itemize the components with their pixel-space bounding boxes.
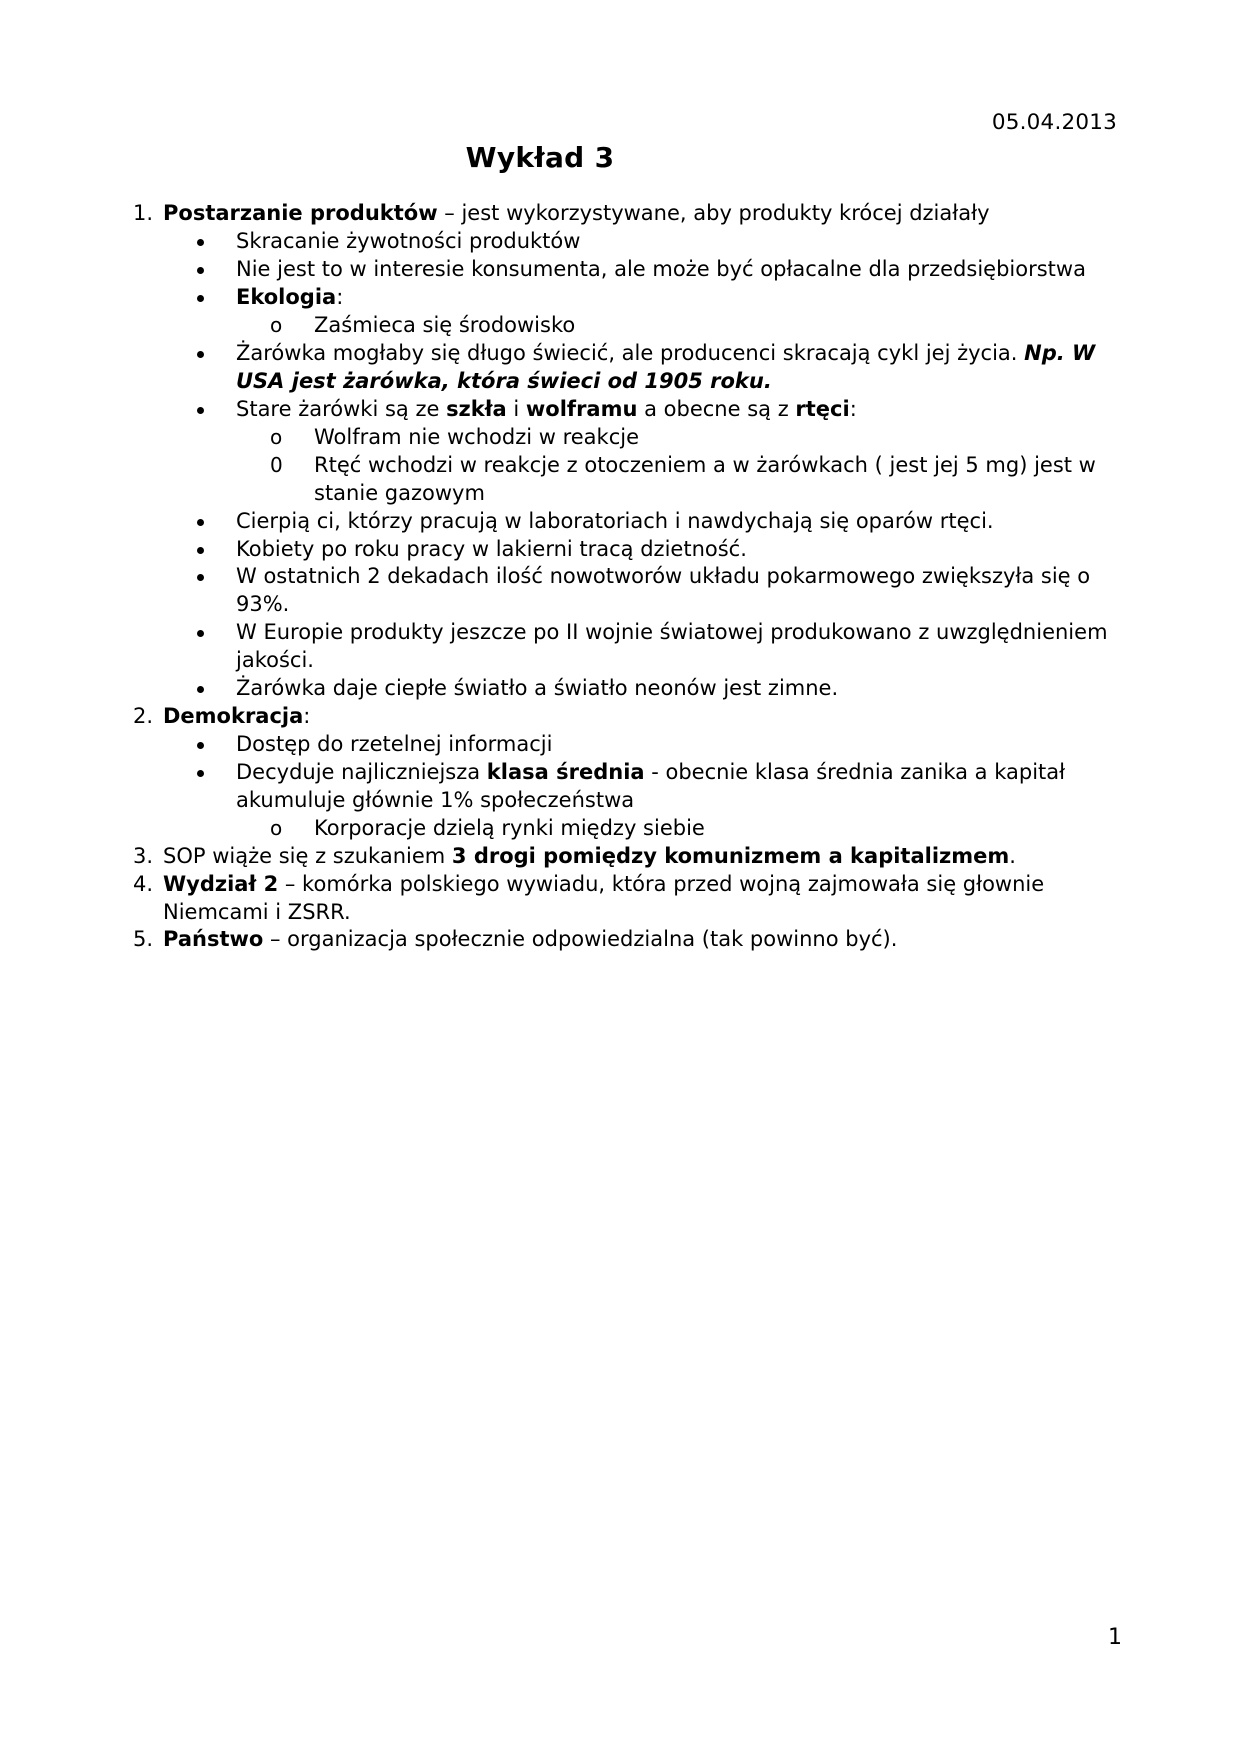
list-item	[163, 396, 1125, 508]
bullet-icon	[197, 686, 204, 693]
list-item-text: Żarówka mogłaby się długo świecić, ale producenci skracają cykl jej życia.	[236, 341, 1025, 366]
list-item-text: W Europie produkty jeszcze po II wojnie światowej produkowano z uwzględnieniem jakości.	[236, 620, 1108, 673]
list-item-text: a obecne są z	[637, 396, 796, 421]
list-item-lead: Postarzanie produktów	[163, 201, 438, 226]
page-title: Wykład 3	[465, 140, 615, 174]
list-item-text: Skracanie żywotności produktów	[236, 229, 581, 254]
list-item-emphasis: klasa średnia	[486, 759, 645, 784]
list-item-text: Cierpią ci, którzy pracują w laboratoriach i nawdychają się oparów rtęci.	[236, 508, 994, 533]
list-item	[163, 563, 1125, 619]
sub-sub-list	[236, 815, 1125, 843]
bullet-icon	[197, 742, 204, 749]
list-item-emphasis: Np. W USA jest żarówka, która świeci od 1905 roku.	[236, 341, 1096, 393]
list-item-text: Kobiety po roku pracy w lakierni tracą dzietność.	[236, 536, 747, 561]
list-item-number: 5.	[132, 927, 153, 952]
list-item	[236, 424, 1125, 452]
bullet-icon	[197, 407, 204, 414]
list-item-text: Korporacje dzielą rynki między siebie	[314, 815, 705, 840]
list-item-text: .	[1009, 843, 1016, 868]
list-item-text: Decyduje najliczniejsza	[236, 759, 487, 784]
list-item	[163, 340, 1125, 396]
outline-list	[115, 200, 1125, 954]
list-item	[115, 871, 1125, 927]
list-item-emphasis: 3 drogi pomiędzy komunizmem a kapitalizmem	[451, 843, 1010, 868]
bullet-icon	[197, 630, 204, 637]
document-date: 05.04.2013	[991, 110, 1117, 135]
list-item	[115, 703, 1125, 843]
list-item-text: – komórka polskiego wywiadu, która przed wojną zajmowała się głownie Niemcami i ZSRR.	[163, 871, 1045, 924]
circle-bullet-icon: o	[270, 313, 283, 338]
list-item	[163, 256, 1125, 284]
list-item-text: Żarówka daje ciepłe światło a światło neonów jest zimne.	[236, 676, 839, 701]
list-item	[236, 452, 1125, 508]
list-item	[163, 675, 1125, 703]
list-item	[163, 536, 1125, 564]
list-item	[163, 284, 1125, 340]
list-item-lead: Demokracja	[163, 704, 304, 729]
list-item	[115, 926, 1125, 954]
bullet-icon	[197, 267, 204, 274]
list-item-lead: Ekologia	[236, 285, 337, 310]
list-item	[163, 228, 1125, 256]
list-item-text: W ostatnich 2 dekadach ilość nowotworów układu pokarmowego zwiększyła się o 93%.	[236, 564, 1091, 617]
list-item	[163, 759, 1125, 843]
list-item	[115, 843, 1125, 871]
circle-bullet-icon: o	[270, 424, 283, 449]
sub-list	[163, 228, 1125, 703]
list-item-text: Nie jest to w interesie konsumenta, ale może być opłacalne dla przedsiębiorstwa	[236, 257, 1086, 282]
page-number: 1	[1108, 1625, 1122, 1650]
list-item-number: 4.	[132, 871, 153, 896]
list-item-text: :	[303, 704, 311, 729]
list-item-text: SOP wiąże się z szukaniem	[163, 843, 452, 868]
list-item-emphasis: szkła	[446, 396, 507, 421]
bullet-icon	[197, 574, 204, 581]
bullet-icon	[197, 239, 204, 246]
list-item-text: – jest wykorzystywane, aby produkty krócej działały	[437, 201, 990, 226]
list-item-text: Dostęp do rzetelnej informacji	[236, 731, 553, 756]
list-item-emphasis: rtęci	[795, 396, 850, 421]
list-item-emphasis: wolframu	[525, 396, 638, 421]
list-item	[163, 731, 1125, 759]
list-item-text: – organizacja społecznie odpowiedzialna (tak powinno być).	[263, 927, 898, 952]
bullet-icon	[197, 351, 204, 358]
list-item-text: :	[849, 396, 857, 421]
list-item-text: - obecnie klasa średnia zanika a kapitał akumuluje głównie 1% społeczeństwa	[236, 759, 1066, 812]
circle-bullet-icon: 0	[270, 452, 283, 477]
list-item-text: :	[336, 285, 344, 310]
list-item-lead: Wydział 2	[163, 871, 279, 896]
list-item	[163, 508, 1125, 536]
bullet-icon	[197, 519, 204, 526]
sub-sub-list	[236, 312, 1125, 340]
list-item-number: 1.	[132, 201, 153, 226]
list-item-text: Wolfram nie wchodzi w reakcje	[314, 424, 639, 449]
list-item	[236, 815, 1125, 843]
sub-list	[163, 731, 1125, 843]
circle-bullet-icon: o	[270, 815, 283, 840]
bullet-icon	[197, 547, 204, 554]
list-item-text: Zaśmieca się środowisko	[314, 313, 576, 338]
list-item	[163, 619, 1125, 675]
list-item	[115, 200, 1125, 703]
list-item-text: i	[506, 396, 526, 421]
list-item-text: Rtęć wchodzi w reakcje z otoczeniem a w żarówkach ( jest jej 5 mg) jest w stanie gazowym	[314, 452, 1096, 505]
bullet-icon	[197, 295, 204, 302]
list-item-number: 3.	[132, 843, 153, 868]
list-item	[236, 312, 1125, 340]
sub-sub-list	[236, 424, 1125, 508]
list-item-lead: Państwo	[163, 927, 264, 952]
list-item-text: Stare żarówki są ze	[236, 396, 447, 421]
bullet-icon	[197, 770, 204, 777]
list-item-number: 2.	[132, 704, 153, 729]
